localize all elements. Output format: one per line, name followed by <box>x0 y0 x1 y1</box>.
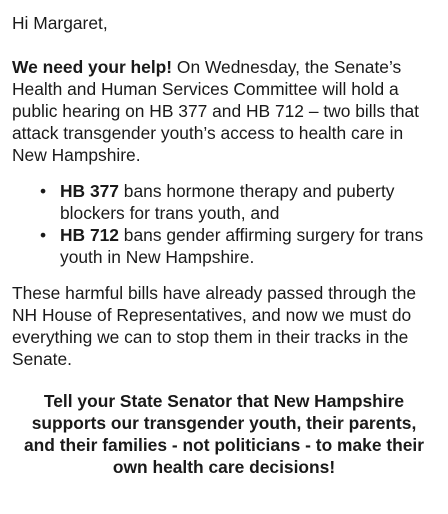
body-paragraph: These harmful bills have already passed through the NH House of Representatives, and now we must do everything we can to stop them in their tracks in the Senate. <box>12 283 417 369</box>
bill-description: bans hormone therapy and puberty blockers for trans youth, and <box>60 181 395 223</box>
list-item <box>40 180 436 224</box>
bill-number: HB 712 <box>60 225 119 245</box>
intro-text: On Wednesday, the Senate’s Health and Human Services Committee will hold a public hearing on HB 377 and HB 712 – two bills that attack transgender youth’s access to health care in New Hampshire. <box>12 57 420 165</box>
bill-number: HB 377 <box>60 181 119 201</box>
greeting: Hi Margaret, <box>12 13 108 33</box>
list-item <box>40 224 436 268</box>
bullet-icon: • <box>40 181 47 201</box>
bill-description: bans gender affirming surgery for trans youth in New Hampshire. <box>60 225 424 267</box>
bullet-icon: • <box>40 225 47 245</box>
call-to-action: Tell your State Senator that New Hampshire supports our transgender youth, their parents, and their families - not politicians - to make their own health care decisions! <box>23 391 425 477</box>
intro-paragraph <box>12 56 436 166</box>
bill-list <box>12 180 436 268</box>
intro-bold-lead: We need your help! <box>12 57 173 77</box>
